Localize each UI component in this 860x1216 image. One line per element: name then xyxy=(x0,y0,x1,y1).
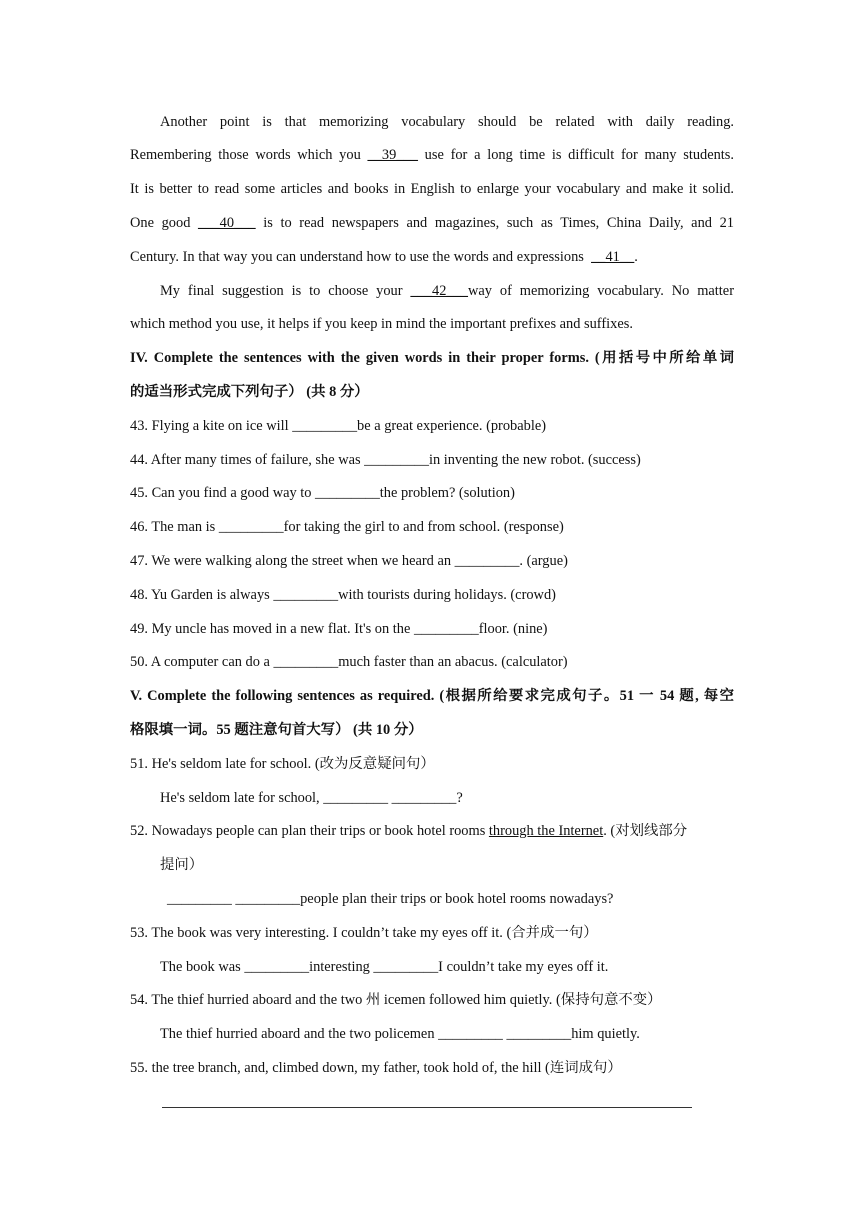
question-53: 53. The book was very interesting. I couldn’t take my eyes off it. (合并成一句） xyxy=(130,925,598,941)
answer-54: The thief hurried aboard and the two policemen _________ _________him quietly. xyxy=(160,1026,640,1042)
passage-line: It is better to read some articles and books in English to enlarge your vocabulary and make it solid. xyxy=(130,181,734,197)
blank-40: ___40___ xyxy=(198,215,256,231)
question-44: 44. After many times of failure, she was _________in inventing the new robot. (success) xyxy=(130,452,641,468)
answer-52: _________ _________people plan their trips or book hotel rooms nowadays? xyxy=(167,891,614,907)
question-46: 46. The man is _________for taking the girl to and from school. (response) xyxy=(130,519,564,535)
question-43: 43. Flying a kite on ice will _________be a great experience. (probable) xyxy=(130,418,546,434)
question-52-cont: 提问） xyxy=(160,857,204,873)
question-49: 49. My uncle has moved in a new flat. It's on the _________floor. (nine) xyxy=(130,621,548,637)
section-4-heading: IV. Complete the sentences with the given words in their proper forms. (用括号中所给单词 xyxy=(130,350,734,366)
passage-line: Remembering those words which you __39___ use for a long time is difficult for many students. xyxy=(130,147,734,163)
answer-line-55 xyxy=(162,1107,692,1108)
answer-53: The book was _________interesting _________I couldn’t take my eyes off it. xyxy=(160,959,609,975)
question-45: 45. Can you find a good way to _________the problem? (solution) xyxy=(130,485,515,501)
question-50: 50. A computer can do a _________much faster than an abacus. (calculator) xyxy=(130,654,568,670)
blank-41: __41__ xyxy=(591,249,635,265)
blank-42: ___42___ xyxy=(410,283,468,299)
section-4-heading-cont: 的适当形式完成下列句子） (共 8 分） xyxy=(130,384,369,400)
blank-39: __39___ xyxy=(367,147,418,163)
passage-line: One good ___40___ is to read newspapers and magazines, such as Times, China Daily, and 21 xyxy=(130,215,734,231)
passage-line: which method you use, it helps if you keep in mind the important prefixes and suffixes. xyxy=(130,316,633,332)
passage-line: My final suggestion is to choose your ___42___way of memorizing vocabulary. No matter xyxy=(160,283,734,299)
question-54: 54. The thief hurried aboard and the two 州 icemen followed him quietly. (保持句意不变） xyxy=(130,992,662,1008)
question-52: 52. Nowadays people can plan their trips or book hotel rooms through the Internet. (对划线部分 xyxy=(130,823,688,839)
passage-line: Another point is that memorizing vocabulary should be related with daily reading. xyxy=(160,114,734,130)
answer-51: He's seldom late for school, _________ _________? xyxy=(160,790,463,806)
section-5-heading-cont: 格限填一词。55 题注意句首大写） (共 10 分） xyxy=(130,722,423,738)
question-55: 55. the tree branch, and, climbed down, my father, took hold of, the hill (连词成句） xyxy=(130,1060,622,1076)
passage-line: Century. In that way you can understand how to use the words and expressions __41__. xyxy=(130,249,638,265)
section-5-heading: V. Complete the following sentences as required. (根据所给要求完成句子。51 一 54 题, 每空 xyxy=(130,688,734,704)
question-48: 48. Yu Garden is always _________with tourists during holidays. (crowd) xyxy=(130,587,556,603)
underlined-phrase: through the Internet xyxy=(488,823,604,839)
question-51: 51. He's seldom late for school. (改为反意疑问句） xyxy=(130,756,435,772)
question-47: 47. We were walking along the street when we heard an _________. (argue) xyxy=(130,553,568,569)
